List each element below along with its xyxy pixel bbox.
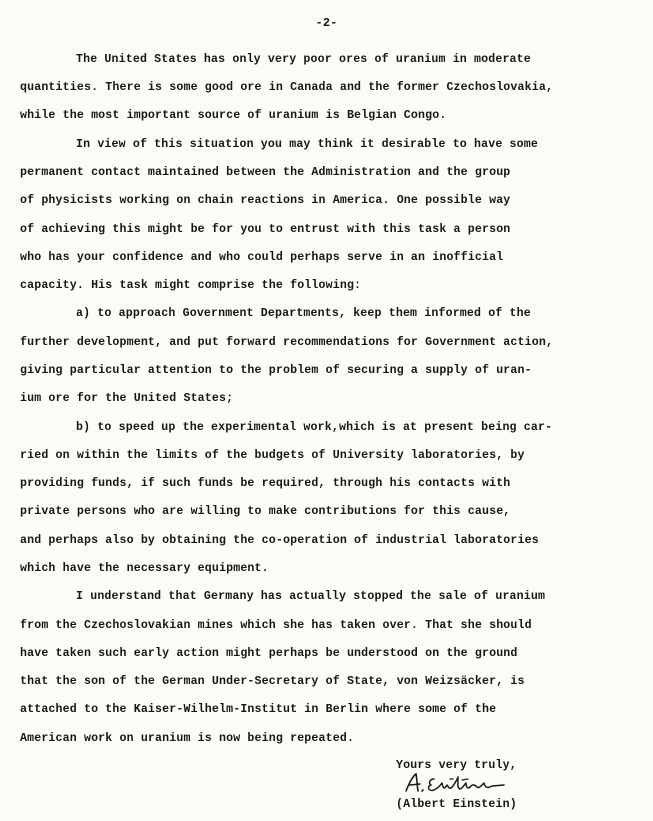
body-line: ried on within the limits of the budgets of University laboratories, by (20, 449, 525, 462)
body-line: American work on uranium is now being repeated. (20, 732, 355, 745)
body-line: further development, and put forward recommendations for Government action, (20, 336, 554, 349)
body-line: that the son of the German Under-Secretary of State, von Weizsäcker, is (20, 675, 525, 688)
body-line: quantities. There is some good ore in Canada and the former Czechoslovakia, (20, 81, 554, 94)
handwritten-signature (400, 771, 510, 795)
body-line: have taken such early action might perhaps be understood on the ground (20, 647, 518, 660)
page-number: -2- (315, 16, 338, 30)
closing-salutation: Yours very truly, (396, 759, 517, 772)
body-line: of achieving this might be for you to entrust with this task a person (20, 223, 511, 236)
body-line: a) to approach Government Departments, keep them informed of the (76, 307, 531, 320)
body-line: attached to the Kaiser-Wilhelm-Institut in Berlin where some of the (20, 703, 497, 716)
body-line: from the Czechoslovakian mines which she has taken over. That she should (20, 619, 532, 632)
body-line: and perhaps also by obtaining the co-operation of industrial laboratories (20, 534, 539, 547)
body-line: giving particular attention to the problem of securing a supply of uran- (20, 364, 532, 377)
body-line: private persons who are willing to make contributions for this cause, (20, 505, 511, 518)
body-line: providing funds, if such funds be required, through his contacts with (20, 477, 511, 490)
body-line: permanent contact maintained between the Administration and the group (20, 166, 511, 179)
body-line: b) to speed up the experimental work,which is at present being car- (76, 421, 553, 434)
body-line: In view of this situation you may think it desirable to have some (76, 138, 538, 151)
body-line: of physicists working on chain reactions in America. One possible way (20, 194, 511, 207)
typed-name: (Albert Einstein) (396, 798, 517, 811)
body-line: who has your confidence and who could perhaps serve in an inofficial (20, 251, 504, 264)
body-line: while the most important source of uranium is Belgian Congo. (20, 109, 447, 122)
body-line: capacity. His task might comprise the following: (20, 279, 362, 292)
body-line: which have the necessary equipment. (20, 562, 269, 575)
body-line: The United States has only very poor ores of uranium in moderate (76, 53, 531, 66)
body-line: I understand that Germany has actually stopped the sale of uranium (76, 590, 546, 603)
body-line: ium ore for the United States; (20, 392, 234, 405)
